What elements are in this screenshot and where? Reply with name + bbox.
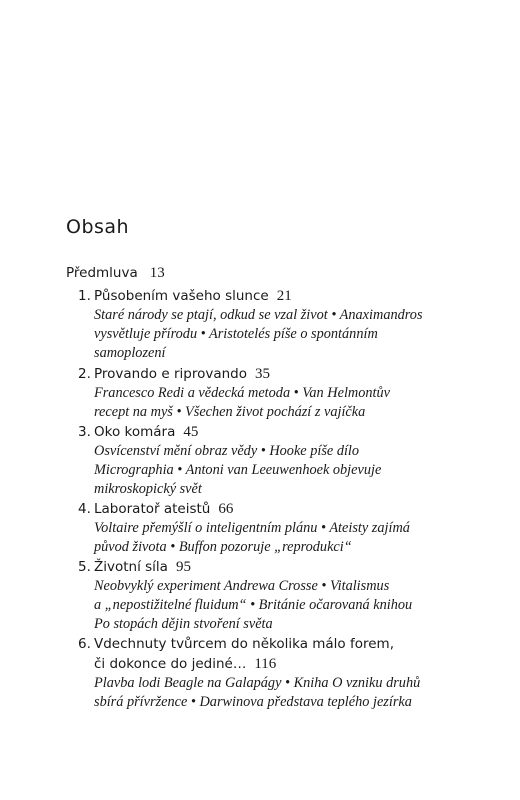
- toc-entry: [78, 634, 478, 712]
- entry-title: Životní síla: [94, 559, 168, 575]
- entry-title-continued: či dokonce do jediné…: [94, 656, 247, 672]
- entry-title: Laboratoř ateistů: [94, 501, 211, 517]
- toc-title: Obsah: [66, 216, 130, 238]
- desc-line: recept na myš • Všechen život pochází z vajíčka: [94, 404, 366, 420]
- entry-title: Oko komára: [94, 424, 176, 440]
- entry-page: 66: [218, 501, 234, 517]
- entry-number: 5.: [78, 559, 91, 575]
- entry-page: 21: [276, 288, 292, 304]
- desc-line: Micrographia • Antoni van Leeuwenhoek objevuje: [94, 462, 382, 478]
- entry-page: 95: [175, 559, 191, 575]
- entry-number: 4.: [78, 501, 91, 517]
- entry-page: 116: [254, 656, 277, 672]
- entry-title: Vdechnuty tvůrcem do několika málo forem,: [94, 636, 394, 652]
- desc-line: Francesco Redi a vědecká metoda • Van Helmontův: [94, 385, 391, 401]
- toc-entry: [78, 557, 478, 634]
- entry-number: 3.: [78, 424, 91, 440]
- toc-preface: [66, 264, 165, 282]
- preface-page: 13: [149, 265, 165, 281]
- toc-entry: [78, 286, 478, 363]
- entry-number: 1.: [78, 288, 91, 304]
- entry-description: [78, 519, 478, 557]
- desc-line: Plavba lodi Beagle na Galapágy • Kniha O vzniku druhů: [94, 675, 421, 691]
- entry-description: [78, 306, 478, 363]
- toc-entry: [78, 499, 478, 557]
- entry-description: [78, 442, 478, 499]
- entry-page: 35: [254, 366, 270, 382]
- desc-line: sbírá přívržence • Darwinova představa teplého jezírka: [94, 694, 412, 710]
- desc-line: vysvětluje přírodu • Aristotelés píše o spontánním: [94, 326, 378, 342]
- desc-line: mikroskopický svět: [94, 481, 202, 497]
- entry-title: Působením vašeho slunce: [94, 288, 269, 304]
- toc-entry: [78, 364, 478, 422]
- toc-entry: [78, 422, 478, 499]
- desc-line: původ života • Buffon pozoruje „reprodukci“: [94, 539, 352, 555]
- desc-line: Neobvyklý experiment Andrewa Crosse • Vitalismus: [94, 578, 390, 594]
- entry-title: Provando e riprovando: [94, 366, 247, 382]
- desc-line: Staré národy se ptají, odkud se vzal život • Anaximandros: [94, 307, 423, 323]
- entry-page: 45: [183, 424, 199, 440]
- entry-number: 2.: [78, 366, 91, 382]
- desc-line: Voltaire přemýšlí o inteligentním plánu • Ateisty zajímá: [94, 520, 410, 536]
- desc-line: Osvícenství mění obraz vědy • Hooke píše dílo: [94, 443, 360, 459]
- entry-description: [78, 384, 478, 422]
- entry-number: 6.: [78, 636, 91, 652]
- desc-line: Po stopách dějin stvoření světa: [94, 616, 273, 632]
- preface-label: Předmluva: [66, 265, 138, 281]
- desc-line: samoplození: [94, 345, 166, 361]
- entry-description: [78, 674, 478, 712]
- desc-line: a „nepostižitelné fluidum“ • Británie očarovaná knihou: [94, 597, 413, 613]
- entry-description: [78, 577, 478, 634]
